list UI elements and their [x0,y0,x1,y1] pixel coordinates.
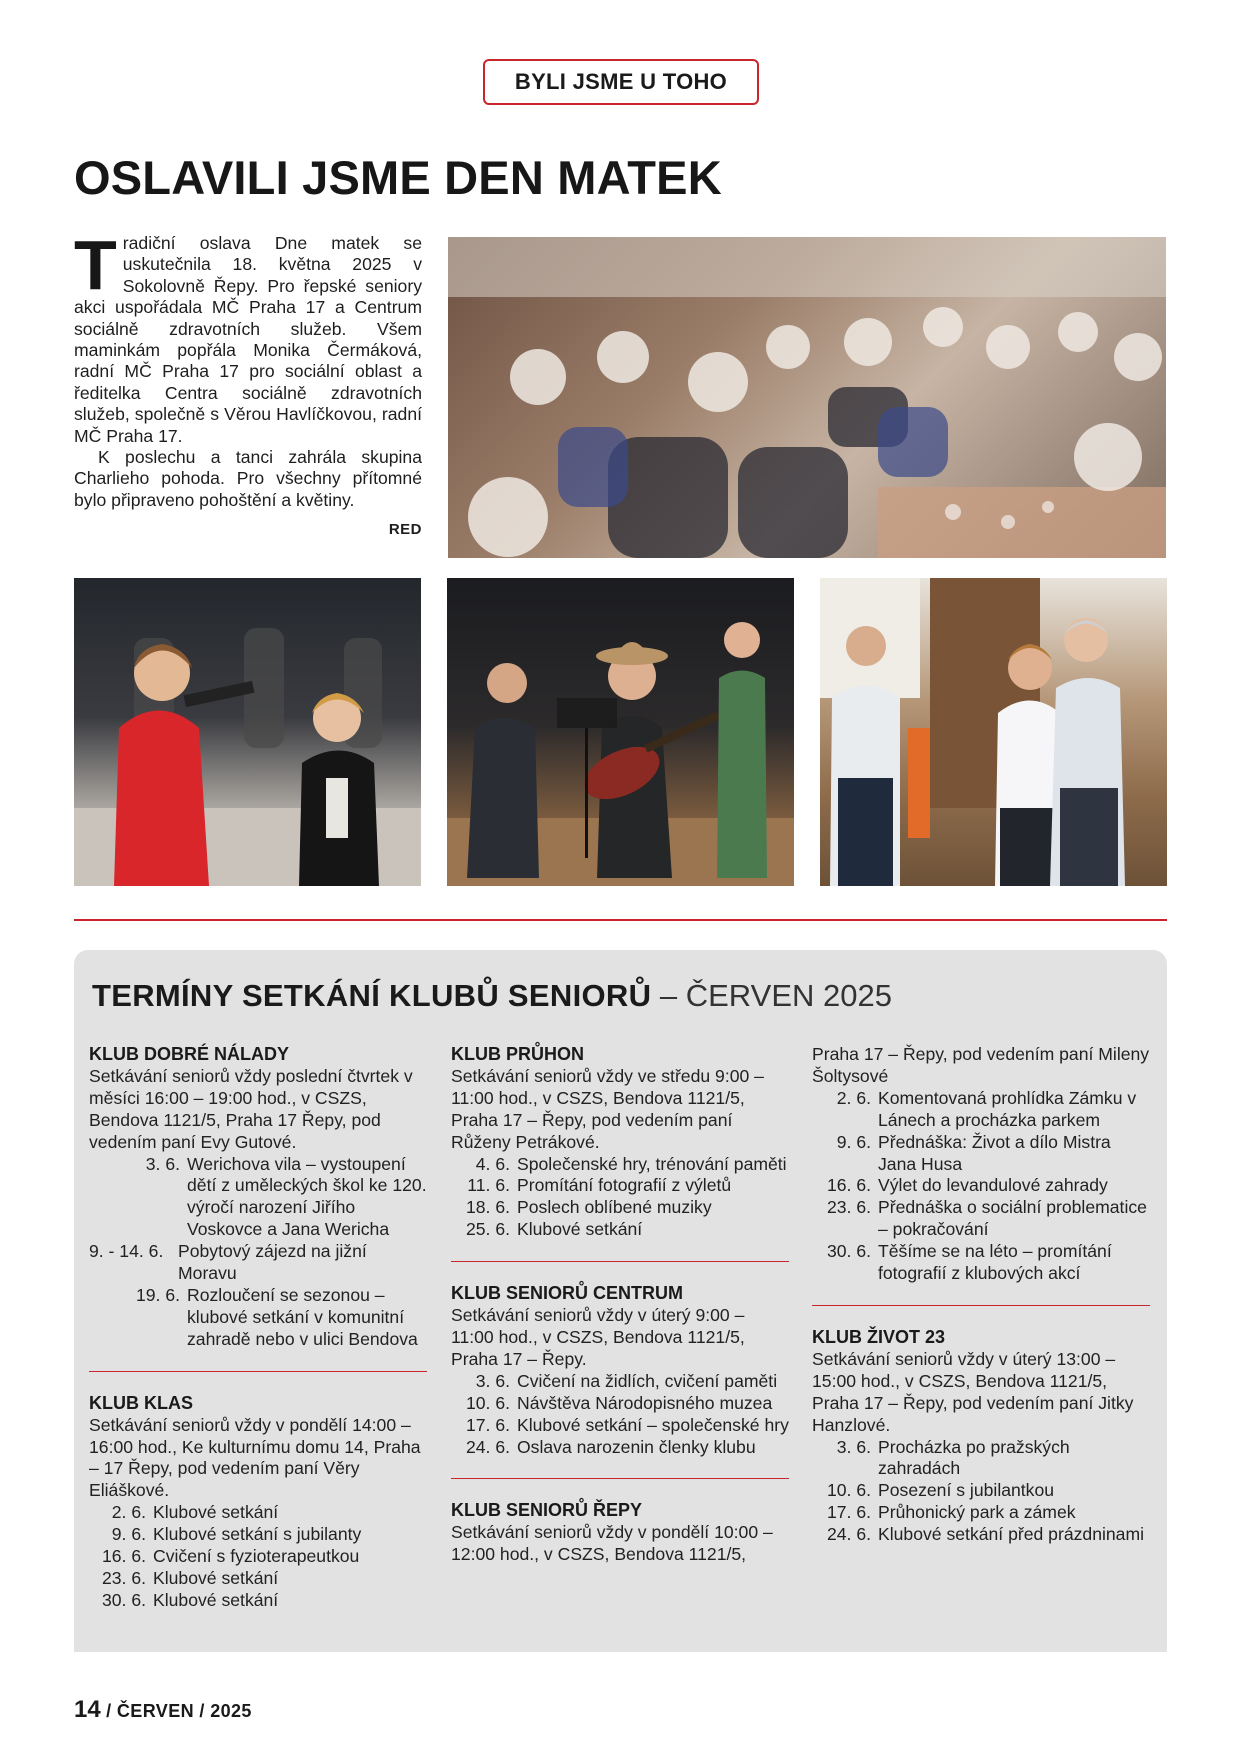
schedule-column-1 [89,1044,427,1612]
page-number: 14 [74,1696,101,1723]
event-date: 16. 6. [826,1175,871,1196]
club-event [89,1241,427,1285]
event-date: 16. 6. [101,1546,146,1567]
speakers-photo-illustration [74,578,421,886]
club-dobre-nalady [89,1044,427,1351]
band-playing-photo [447,578,794,886]
club-separator [451,1478,789,1479]
club-separator [451,1261,789,1262]
dancing-couple-photo [820,578,1167,886]
event-date: 10. 6. [826,1480,871,1501]
event-text: Pobytový zájezd na jižní Moravu [178,1241,367,1284]
event-text: Posezení s jubilantkou [878,1480,1055,1501]
club-description: Setkávání seniorů vždy v úterý 13:00 – 15:00 hod., v CSZS, Bendova 1121/5, Praha 17 – Řepy, pod vedením paní Jitky Hanzlové. [812,1348,1134,1435]
club-description: Setkávání seniorů vždy poslední čtvrtek v měsíci 16:00 – 19:00 hod., v CSZS, Bendova 1121/5, Praha 17 Řepy, pod vedením paní Evy Gutové. [89,1065,413,1152]
club-description: Setkávání seniorů vždy v pondělí 14:00 – 16:00 hod., Ke kulturnímu domu 14, Praha – 17 Řepy, pod vedením paní Věry Eliáškové. [89,1414,421,1501]
event-date: 18. 6. [465,1197,510,1218]
event-text: Klubové setkání s jubilanty [153,1524,362,1545]
club-event [812,1524,1150,1546]
event-date: 23. 6. [826,1197,871,1218]
club-event [451,1393,789,1415]
club-event [451,1197,789,1219]
club-event [812,1175,1150,1197]
event-date: 3. 6. [145,1153,180,1174]
event-text: Těšíme se na léto – promítání fotografií z klubových akcí [878,1241,1112,1284]
schedule-title [92,978,892,1014]
band-photo-illustration [447,578,794,886]
club-event [89,1568,427,1590]
club-name: KLUB SENIORŮ CENTRUM [451,1283,683,1304]
club-event [451,1154,789,1176]
event-text: Klubové setkání [517,1219,643,1240]
event-date: 17. 6. [465,1414,510,1435]
event-date: 19. 6. [135,1284,180,1305]
club-zivot-23 [812,1327,1150,1546]
event-date: 2. 6. [111,1502,146,1523]
event-text: Klubové setkání před prázdninami [878,1524,1145,1545]
event-text: Cvičení na židlích, cvičení paměti [517,1370,778,1391]
club-description-continued: Praha 17 – Řepy, pod vedením paní Mileny Šoltysové [812,1044,1150,1086]
event-date: 3. 6. [836,1436,871,1457]
club-event [89,1546,427,1568]
event-text: Společenské hry, trénování paměti [517,1153,787,1174]
schedule-column-2 [451,1044,789,1566]
event-text: Klubové setkání [153,1502,279,1523]
drop-cap: T [74,226,117,304]
event-date: 24. 6. [465,1436,510,1457]
event-date: 23. 6. [101,1567,146,1588]
event-text: Klubové setkání – společenské hry [517,1414,789,1435]
club-event [89,1502,427,1524]
event-text: Oslava narozenin členky klubu [517,1436,756,1457]
event-text: Werichova vila – vystoupení dětí z uměleckých škol ke 120. výročí narození Jiřího Voskovce a Jana Wericha [187,1153,427,1240]
event-text: Procházka po pražských zahradách [878,1436,1070,1479]
club-seniors-repy-continued [812,1044,1150,1285]
section-divider [74,919,1167,921]
club-separator [812,1305,1150,1306]
event-date: 3. 6. [475,1370,510,1391]
event-text: Průhonický park a zámek [878,1502,1076,1523]
event-date: 9. 6. [836,1131,871,1152]
schedule-column-3 [812,1044,1150,1546]
event-date: 25. 6. [465,1219,510,1240]
intro-paragraph-2: K poslechu a tanci zahrála skupina Charlieho pohoda. Pro všechny přítomné bylo připraveno pohoštění a květiny. [74,447,422,510]
club-description: Setkávání seniorů vždy v úterý 9:00 – 11:00 hod., v CSZS, Bendova 1121/5, Praha 17 – Řepy. [451,1305,745,1369]
club-klas [89,1393,427,1612]
club-event [812,1241,1150,1285]
club-seniors-repy [451,1500,789,1566]
club-description: Setkávání seniorů vždy ve středu 9:00 – 11:00 hod., v CSZS, Bendova 1121/5, Praha 17 – Řepy, pod vedením paní Růženy Petrákové. [451,1065,764,1152]
club-event [451,1371,789,1393]
banquet-hall-photo [448,237,1166,558]
section-tag: BYLI JSME U TOHO [483,59,759,105]
intro-text-1: radiční oslava Dne matek se uskutečnila 18. května 2025 v Sokolovně Řepy. Pro řepské seniory akci uspořádala MČ Praha 17 a Centrum sociálně zdravotních služeb. Všem maminkám popřála Monika Čermáková, radní MČ Praha 17 pro sociální oblast a ředitelka Centra sociálně zdravotních služeb, společně s Věrou Havlíčkovou, radní MČ Praha 17. [74,233,422,446]
event-date: 30. 6. [101,1589,146,1610]
club-separator [89,1371,427,1372]
event-text: Komentovaná prohlídka Zámku v Lánech a procházka parkem [878,1087,1137,1130]
club-event [89,1524,427,1546]
article-headline: OSLAVILI JSME DEN MATEK [74,151,722,204]
club-seniors-centrum [451,1283,789,1458]
event-text: Cvičení s fyzioterapeutkou [153,1546,360,1567]
event-text: Klubové setkání [153,1589,279,1610]
speakers-on-stage-photo [74,578,421,886]
club-event [812,1132,1150,1176]
page-footer [74,1696,252,1724]
club-event [89,1285,427,1351]
club-name: KLUB ŽIVOT 23 [812,1326,946,1347]
club-event [812,1480,1150,1502]
club-event [812,1437,1150,1481]
event-date: 9. - 14. 6. [89,1241,164,1262]
club-event [451,1175,789,1197]
club-event [89,1590,427,1612]
event-date: 2. 6. [836,1087,871,1108]
banquet-photo-illustration [448,237,1166,558]
event-text: Klubové setkání [153,1567,279,1588]
club-event [812,1502,1150,1524]
club-name: KLUB PRŮHON [451,1044,584,1064]
event-text: Výlet do levandulové zahrady [878,1175,1108,1196]
event-date: 10. 6. [465,1392,510,1413]
club-pruhon [451,1044,789,1241]
club-event [812,1197,1150,1241]
event-date: 11. 6. [467,1175,510,1196]
event-text: Přednáška: Život a dílo Mistra Jana Husa [878,1131,1111,1174]
dancing-photo-illustration [820,578,1167,886]
club-description: Setkávání seniorů vždy v pondělí 10:00 – 12:00 hod., v CSZS, Bendova 1121/5, [451,1522,773,1565]
club-name: KLUB KLAS [89,1392,193,1413]
event-date: 4. 6. [475,1153,510,1174]
event-date: 30. 6. [826,1241,871,1262]
event-date: 17. 6. [826,1502,871,1523]
schedule-title-bold: TERMÍNY SETKÁNÍ KLUBŮ SENIORŮ [92,978,652,1013]
club-event [89,1154,427,1242]
club-event [451,1415,789,1437]
club-event [812,1088,1150,1132]
intro-paragraph-1 [74,226,422,447]
event-text: Promítání fotografií z výletů [517,1175,732,1196]
issue-label: / ČERVEN / 2025 [100,1701,252,1721]
event-text: Poslech oblíbené muziky [517,1197,712,1218]
author-signature: RED [388,521,422,538]
event-date: 9. 6. [111,1524,146,1545]
article-intro [74,226,422,511]
schedule-title-month: – ČERVEN 2025 [651,978,892,1013]
event-text: Rozloučení se sezonou – klubové setkání v komunitní zahradě nebo v ulici Bendova [187,1284,418,1349]
club-event [451,1219,789,1241]
event-text: Přednáška o sociální problematice – pokračování [878,1197,1147,1240]
club-event [451,1437,789,1459]
event-date: 24. 6. [826,1524,871,1545]
event-text: Návštěva Národopisného muzea [517,1392,773,1413]
club-name: KLUB DOBRÉ NÁLADY [89,1044,289,1064]
club-name: KLUB SENIORŮ ŘEPY [451,1500,643,1521]
